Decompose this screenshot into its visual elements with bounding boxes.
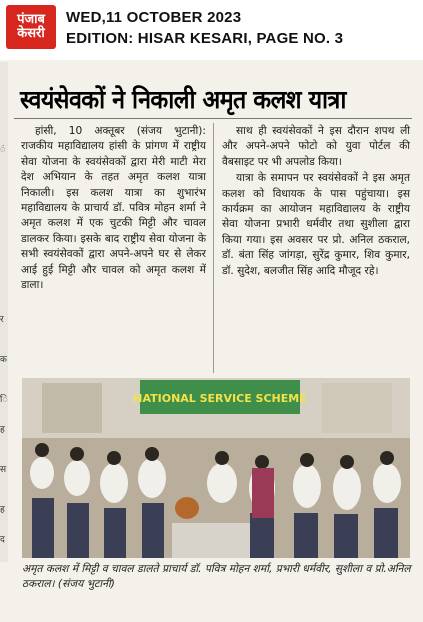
edge-glyph: ह bbox=[0, 505, 5, 515]
logo-line-1: पंजाब bbox=[17, 12, 45, 28]
edge-glyph: ह bbox=[0, 425, 5, 435]
edition-info: EDITION: HISAR KESARI, PAGE NO. 3 bbox=[66, 30, 344, 47]
paragraph: हांसी, 10 अक्तूबर (संजय भुटानी): राजकीय महाविद्यालय हांसी के प्रांगण में राष्ट्रीय सेवा योजना के स्वयंसेवकों द्वारा मेरी माटी मेरा देश अभियान के तहत अमृत कलश यात्रा निकाली। इस कलश यात्रा का शुभारंभ महाविद्यालय के प्राचार्य डॉ. पवित्र मोहन शर्मा ने अमृत कलश में एक चुटकी मिट्टी और चावल डालकर किया। इसके बाद राष्ट्रीय सेवा योजना के सभी स्वयंसेवकों द्वारा अपने-अपने घर से लेकर आई हुई मिट्टी और चावल को अमृत कलश में डाला। bbox=[21, 125, 206, 292]
adjacent-column-fragment bbox=[0, 62, 8, 562]
edge-glyph: द bbox=[0, 535, 5, 545]
photo-illustration bbox=[22, 378, 410, 558]
article-column-1 bbox=[21, 124, 206, 293]
paragraph: यात्रा के समापन पर स्वयंसेवकों ने इस अमृत कलश को विधायक के पास पहुंचाया। इस कार्यक्रम का आयोजन महाविद्यालय के राष्ट्रीय सेवा योजना प्रभारी धर्मवीर तथा सुशीला द्वारा किया गया। इस अवसर पर प्रो. अनिल ठकराल, डॉ. बंता सिंह जांगड़ा, सुरेंद्र कुमार, शिव कुमार, डॉ. सुदेश, बलजीत सिंह आदि मौजूद रहे। bbox=[222, 172, 410, 277]
article-headline: स्वयंसेवकों ने निकाली अमृत कलश यात्रा bbox=[20, 85, 346, 114]
column-divider bbox=[213, 123, 214, 373]
nss-banner-text: NATIONAL SERVICE SCHEME bbox=[133, 392, 307, 405]
article-column-2 bbox=[222, 124, 410, 279]
newspaper-logo bbox=[6, 5, 56, 49]
paragraph: साथ ही स्वयंसेवकों ने इस दौरान शपथ ली और अपने-अपने फोटो को युवा पोर्टल की वैबसाइट पर भी अपलोड किया। bbox=[222, 125, 410, 168]
page-header bbox=[0, 0, 423, 60]
edge-glyph: क bbox=[0, 355, 7, 365]
amrit-kalash bbox=[175, 497, 199, 519]
edge-glyph: र bbox=[0, 315, 4, 325]
publication-date: WED,11 OCTOBER 2023 bbox=[66, 9, 242, 26]
edge-glyph: ं bbox=[0, 145, 6, 155]
photo-caption: अमृत कलश में मिट्टी व चावल डालते प्राचार्य डॉ. पवित्र मोहन शर्मा, प्रभारी धर्मवीर, सुशीला व प्रो.अनिल ठकराल। (संजय भुटानी) bbox=[22, 563, 411, 591]
article-photo bbox=[22, 378, 410, 558]
edge-glyph: स bbox=[0, 465, 7, 475]
edge-glyph: ि bbox=[0, 395, 8, 405]
logo-line-2: केसरी bbox=[17, 26, 45, 41]
headline-divider bbox=[14, 118, 412, 119]
